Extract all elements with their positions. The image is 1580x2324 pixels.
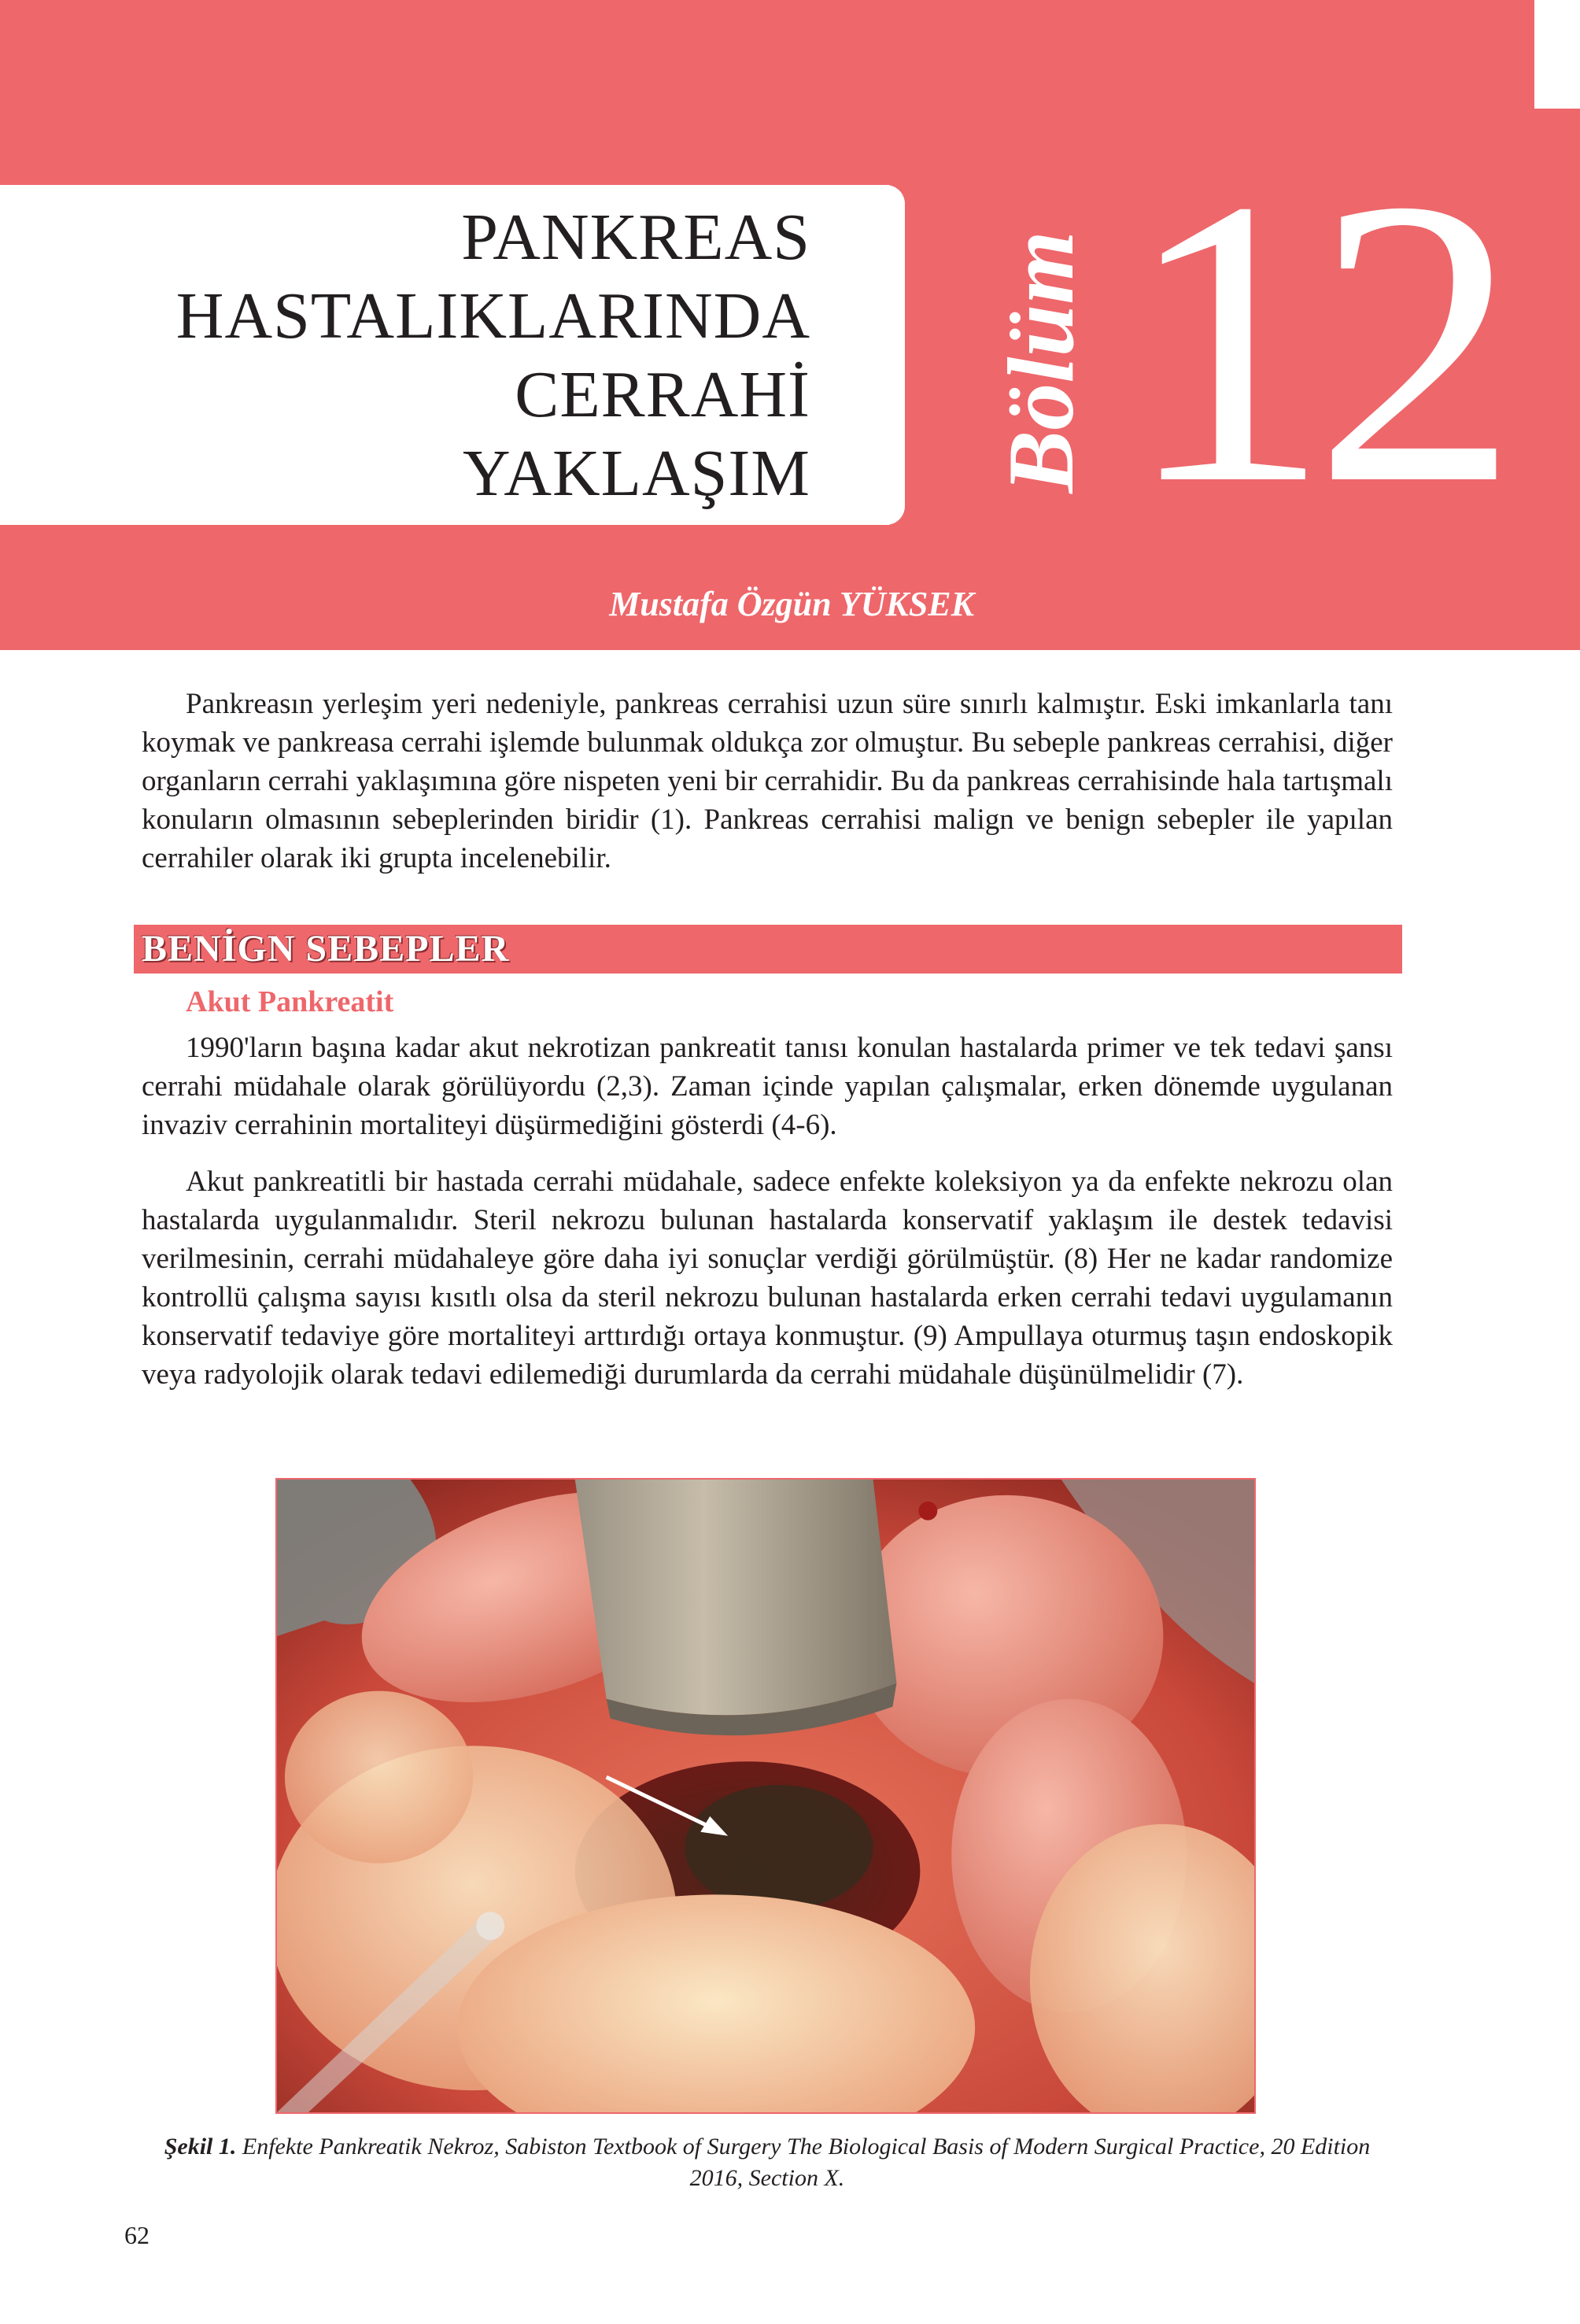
page-number: 62 [124,2221,150,2249]
chapter-number: 12 [1125,116,1503,568]
chapter-label-text: Bölüm [988,231,1093,493]
chapter-title-line: PANKREAS [461,201,810,274]
title-box-edge [873,185,905,525]
header-edge-strip [1534,109,1580,650]
chapter-label [990,205,1092,519]
intro-paragraph: Pankreasın yerleşim yeri nedeniyle, pankreas cerrahisi uzun süre sınırlı kalmıştır. Eski imkanlarla tanı koymak ve pankreasa cerrahi işlemde bulunmak oldukça zor olmuştur. Bu sebeple pankreas cerrahisi, diğer organların cerrahi yaklaşımına göre nispeten yeni bir cerrahidir. Bu da pankreas cerrahisinde hala tartışmalı konuların olmasının sebeplerinden biridir (1). Pankreas cerrahisi malign ve benign sebepler ile yapılan cerrahiler olarak iki grupta incelenebilir. [142,688,1393,874]
chapter-title-line: CERRAHİ [515,358,810,431]
chapter-title-line: YAKLAŞIM [462,437,810,510]
surgical-photo [275,1478,1256,2114]
chapter-title-line: HASTALIKLARINDA [175,279,810,353]
surgical-photo-illustration [277,1480,1254,2112]
figure-caption-text: Enfekte Pankreatik Nekroz, Sabiston Textbook of Surgery The Biological Basis of Modern Surgical Practice, 20 Edition 2016, Section X. [236,2134,1371,2191]
body-paragraph: Akut pankreatitli bir hastada cerrahi müdahale, sadece enfekte koleksiyon ya da enfekte nekrozu olan hastalarda uygulanmalıdır. Steril nekrozu bulunan hastalarda konservatif yaklaşım ile destek tedavisi verilmesinin, cerrahi müdahaleye göre daha iyi sonuçlar verdiği görülmüştür. (8) Her ne kadar randomize kontrollü çalışma sayısı kısıtlı olsa da steril nekrozu bulunan hastalarda erken cerrahi tedavi uygulamanın konservatif tedaviye göre mortaliteyi arttırdığı ortaya konmuştur. (9) Ampullaya oturmuş taşın endoskopik veya radyolojik olarak tedavi edilemediği durumlarda da cerrahi müdahale düşünülmelidir (7). [142,1166,1393,1391]
author-name: Mustafa Özgün YÜKSEK [609,585,974,623]
figure-caption [142,2131,1393,2194]
section-heading: BENİGN SEBEPLER [142,928,510,970]
figure-caption-label: Şekil 1. [164,2134,237,2160]
body-paragraph: 1990'ların başına kadar akut nekrotizan pankreatit tanısı konulan hastalarda primer ve tek tedavi şansı cerrahi müdahale olarak görülüyordu (2,3). Zaman içinde yapılan çalışmalar, erken dönemde uygulanan invaziv cerrahinin mortaliteyi düşürmediğini gösterdi (4-6). [142,1032,1393,1141]
chapter-title [176,198,810,513]
subsection-heading: Akut Pankreatit [186,985,394,1018]
